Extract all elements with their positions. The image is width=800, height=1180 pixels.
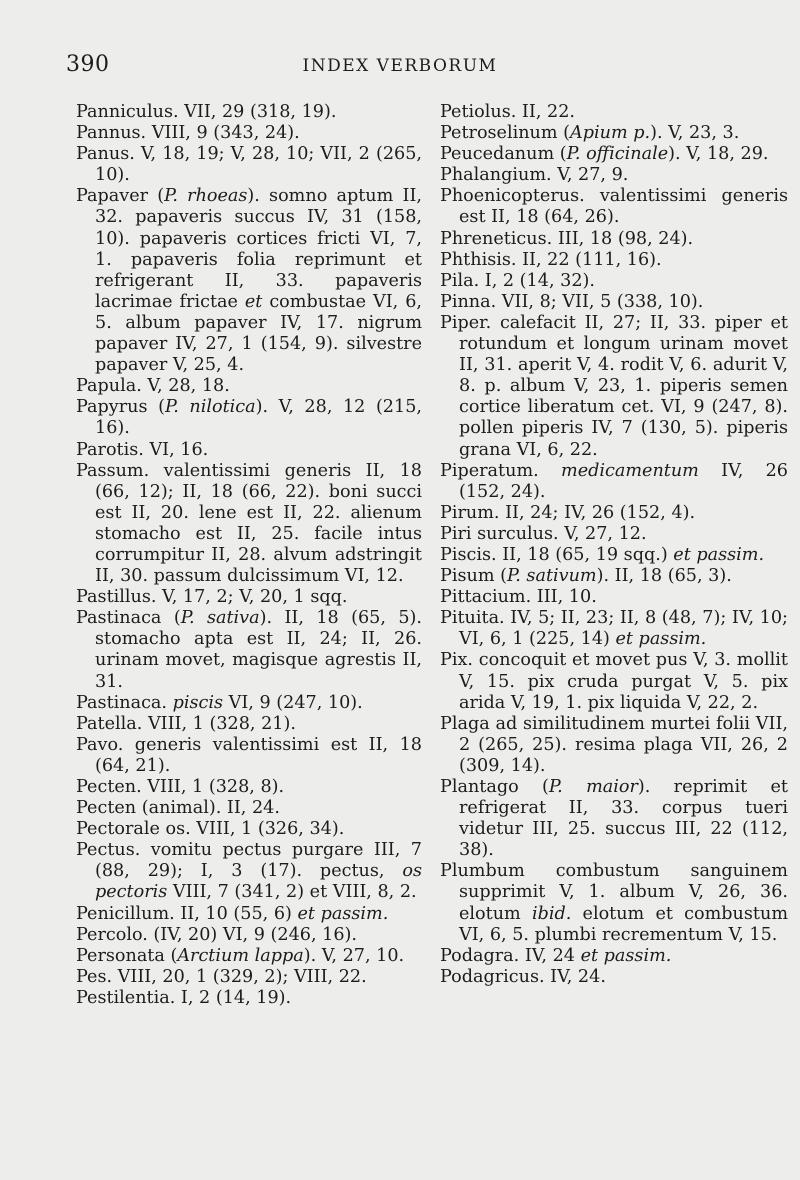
entry-italic-text: et passim. (580, 945, 672, 966)
index-entry (440, 313, 788, 461)
index-entry (76, 819, 422, 840)
entry-text: Podagra. IV, 24 (440, 945, 581, 966)
entry-text: Pastinaca ( (76, 608, 181, 629)
entry-text: Podagricus. IV, 24. (440, 966, 606, 987)
index-entry (440, 967, 788, 988)
index-entry (76, 714, 422, 735)
entry-italic-text: P. officinale (566, 144, 669, 165)
index-entry (76, 693, 422, 714)
entry-text: Papaver ( (76, 186, 165, 207)
index-entry (440, 861, 788, 945)
index-entry (440, 946, 788, 967)
entry-text: Pinna. VII, 8; VII, 5 (338, 10). (440, 291, 704, 312)
index-entry (76, 186, 422, 376)
entry-text: Plaga ad similitudinem murtei folii VII, 2 (265, 25). resima plaga VII, 26, 2 (309, 14). (440, 713, 788, 776)
index-entry (440, 186, 788, 228)
entry-italic-text: P. sativa (180, 608, 260, 629)
index-entry (76, 608, 422, 692)
entry-text: Phthisis. II, 22 (111, 16). (440, 249, 662, 270)
index-entry (440, 608, 788, 650)
entry-italic-text: et passim. (673, 544, 765, 565)
index-entry (76, 904, 422, 925)
entry-text: Papyrus ( (76, 397, 165, 418)
entry-text: ). V, 18, 29. (668, 144, 769, 165)
page-number: 390 (66, 52, 110, 77)
entry-text: Pittacium. III, 10. (440, 587, 597, 608)
index-entry (440, 650, 788, 713)
index-entry (440, 250, 788, 271)
entry-text: Panus. V, 18, 19; V, 28, 10; VII, 2 (265, 10). (76, 144, 422, 186)
entry-text: Pastillus. V, 17, 2; V, 20, 1 sqq. (76, 587, 348, 608)
entry-italic-text: P. maior (548, 777, 638, 797)
index-entry (440, 587, 788, 608)
entry-italic-text: os pectoris (95, 861, 422, 903)
index-entry (76, 735, 422, 777)
entry-italic-text: medicamentum (561, 460, 699, 481)
entry-text: Panniculus. VII, 29 (318, 19). (76, 102, 337, 122)
index-entry (76, 440, 422, 461)
entry-italic-text: P. nilotica (164, 397, 256, 418)
entry-italic-text: et passim. (297, 903, 389, 924)
entry-text: elotum et combustum VI, 6, 5. plumbi recrementum V, 15. (459, 903, 788, 945)
index-entry (76, 925, 422, 946)
entry-italic-text: piscis (172, 692, 224, 713)
entry-text: Petiolus. II, 22. (440, 102, 575, 122)
entry-text: Plantago ( (440, 777, 549, 797)
entry-text: Pirum. II, 24; IV, 26 (152, 4). (440, 502, 696, 523)
entry-text: VI, 9 (247, 10). (223, 692, 363, 713)
entry-text: Piscis. II, 18 (65, 19 sqq.) (440, 544, 674, 565)
entry-text: Pestilentia. I, 2 (14, 19). (76, 987, 292, 1008)
entry-text: ). II, 18 (65, 5). stomacho apta est II, 24; II, 26. urinam movet, magisque agrestis II, 31. (95, 608, 422, 692)
index-entry (76, 967, 422, 988)
entry-text: Papula. V, 28, 18. (76, 376, 230, 397)
entry-text: Pecten. VIII, 1 (328, 8). (76, 777, 285, 797)
index-entry (440, 292, 788, 313)
entry-text: ). II, 18 (65, 3). (596, 566, 732, 587)
entry-text: ). V, 28, 12 (215, 16). (95, 397, 422, 439)
index-entry (76, 102, 422, 123)
index-entry (440, 777, 788, 861)
entry-text: Piperatum. (440, 460, 562, 481)
index-entry (76, 587, 422, 608)
index-entry (76, 946, 422, 967)
entry-text: Petroselinum ( (440, 123, 571, 144)
entry-text: Piper. calefacit II, 27; II, 33. piper et rotundum et longum urinam movet II, 31. aperit V, 4. rodit V, 6. adurit V, 8. p. album V, 23, 1. piperis semen cortice liberatum cet. VI, 9 (247, 8). pollen piperis IV, 7 (130, 5). piperis grana VI, 6, 22. (440, 312, 788, 460)
entry-italic-text: Apium p. (570, 123, 651, 144)
index-entry (440, 102, 788, 123)
index-entry (440, 714, 788, 777)
entry-text: Pes. VIII, 20, 1 (329, 2); VIII, 22. (76, 966, 367, 987)
entry-italic-text: ibid. (531, 903, 572, 924)
index-entry (440, 461, 788, 503)
index-entry (440, 545, 788, 566)
entry-text: Phalangium. V, 27, 9. (440, 165, 629, 186)
index-entry (440, 271, 788, 292)
index-entry (440, 123, 788, 144)
entry-text: ). reprimit et refrigerat II, 33. corpus tueri videtur III, 25. succus III, 22 (112, 38). (459, 777, 788, 861)
entry-text: Pectus. vomitu pectus purgare III, 7 (88, 29); I, 3 (17). pectus, (76, 840, 422, 882)
index-entry (76, 376, 422, 397)
entry-text: Pecten (animal). II, 24. (76, 798, 280, 819)
entry-text: combustae VI, 6, 5. album papaver IV, 17. nigrum papaver IV, 27, 1 (154, 9). silvestre papaver V, 25, 4. (95, 291, 422, 376)
entry-text: Pisum ( (440, 566, 507, 587)
index-entry (440, 524, 788, 545)
index-entry (440, 503, 788, 524)
entry-text: Pastinaca. (76, 692, 173, 713)
entry-text: Piri surculus. V, 27, 12. (440, 523, 647, 544)
entry-text: VIII, 7 (341, 2) et VIII, 8, 2. (167, 882, 417, 903)
running-title: INDEX VERBORUM (302, 56, 498, 76)
entry-text: Parotis. VI, 16. (76, 439, 209, 460)
index-column-right (440, 102, 788, 988)
entry-text: Pavo. generis valentissimi est II, 18 (64, 21). (76, 734, 422, 776)
index-entry (76, 123, 422, 144)
index-entry (76, 798, 422, 819)
index-entry (440, 566, 788, 587)
entry-text: Pila. I, 2 (14, 32). (440, 270, 595, 291)
index-column-left (76, 102, 422, 1009)
entry-italic-text: et (244, 291, 263, 312)
entry-italic-text: P. sativum (506, 566, 597, 587)
entry-text: Plumbum combustum sanguinem supprimit V, 1. album V, 26, 36. elotum (440, 861, 788, 924)
index-entry (76, 397, 422, 439)
entry-text: Patella. VIII, 1 (328, 21). (76, 713, 296, 734)
index-entry (76, 988, 422, 1009)
entry-text: Pituita. IV, 5; II, 23; II, 8 (48, 7); IV, 10; VI, 6, 1 (225, 14) (440, 608, 788, 650)
entry-italic-text: P. rhoeas (164, 186, 248, 207)
entry-italic-text: Arctium lappa (177, 945, 304, 966)
entry-text: Passum. valentissimi generis II, 18 (66, 12); II, 18 (66, 22). boni succi est II, 20. lene est II, 22. alienum stomacho est II, 25. facile intus corrumpitur II, 28. alvum adstringit II, 30. passum dulcissimum VI, 12. (76, 460, 422, 587)
entry-text: Phoenicopterus. valentissimi generis est II, 18 (64, 26). (440, 186, 788, 228)
index-entry (440, 144, 788, 165)
index-entry (440, 165, 788, 186)
entry-text: Personata ( (76, 945, 178, 966)
entry-text: Pectorale os. VIII, 1 (326, 34). (76, 819, 345, 840)
entry-text: Pannus. VIII, 9 (343, 24). (76, 123, 300, 144)
entry-text: Phreneticus. III, 18 (98, 24). (440, 228, 694, 249)
entry-text: ). somno aptum II, 32. papaveris succus IV, 31 (158, 10). papaveris cortices fricti VI, 7, 1. papaveris folia reprimunt et refrigerant II, 33. papaveris lacrimae frictae (95, 186, 422, 312)
entry-text: ). V, 27, 10. (303, 945, 405, 966)
index-entry (76, 144, 422, 186)
entry-text: Penicillum. II, 10 (55, 6) (76, 903, 298, 924)
entry-text: Pix. concoquit et movet pus V, 3. mollit V, 15. pix cruda purgat V, 5. pix arida V, 19, 1. pix liquida V, 22, 2. (440, 650, 788, 713)
entry-text: ). V, 23, 3. (650, 123, 740, 144)
index-entry (76, 461, 422, 588)
entry-text: Peucedanum ( (440, 144, 567, 165)
entry-text: IV, 26 (152, 24). (459, 460, 788, 502)
index-entry (440, 229, 788, 250)
index-entry (76, 840, 422, 903)
entry-italic-text: et passim. (615, 629, 707, 650)
index-entry (76, 777, 422, 798)
entry-text: Percolo. (IV, 20) VI, 9 (246, 16). (76, 924, 357, 945)
